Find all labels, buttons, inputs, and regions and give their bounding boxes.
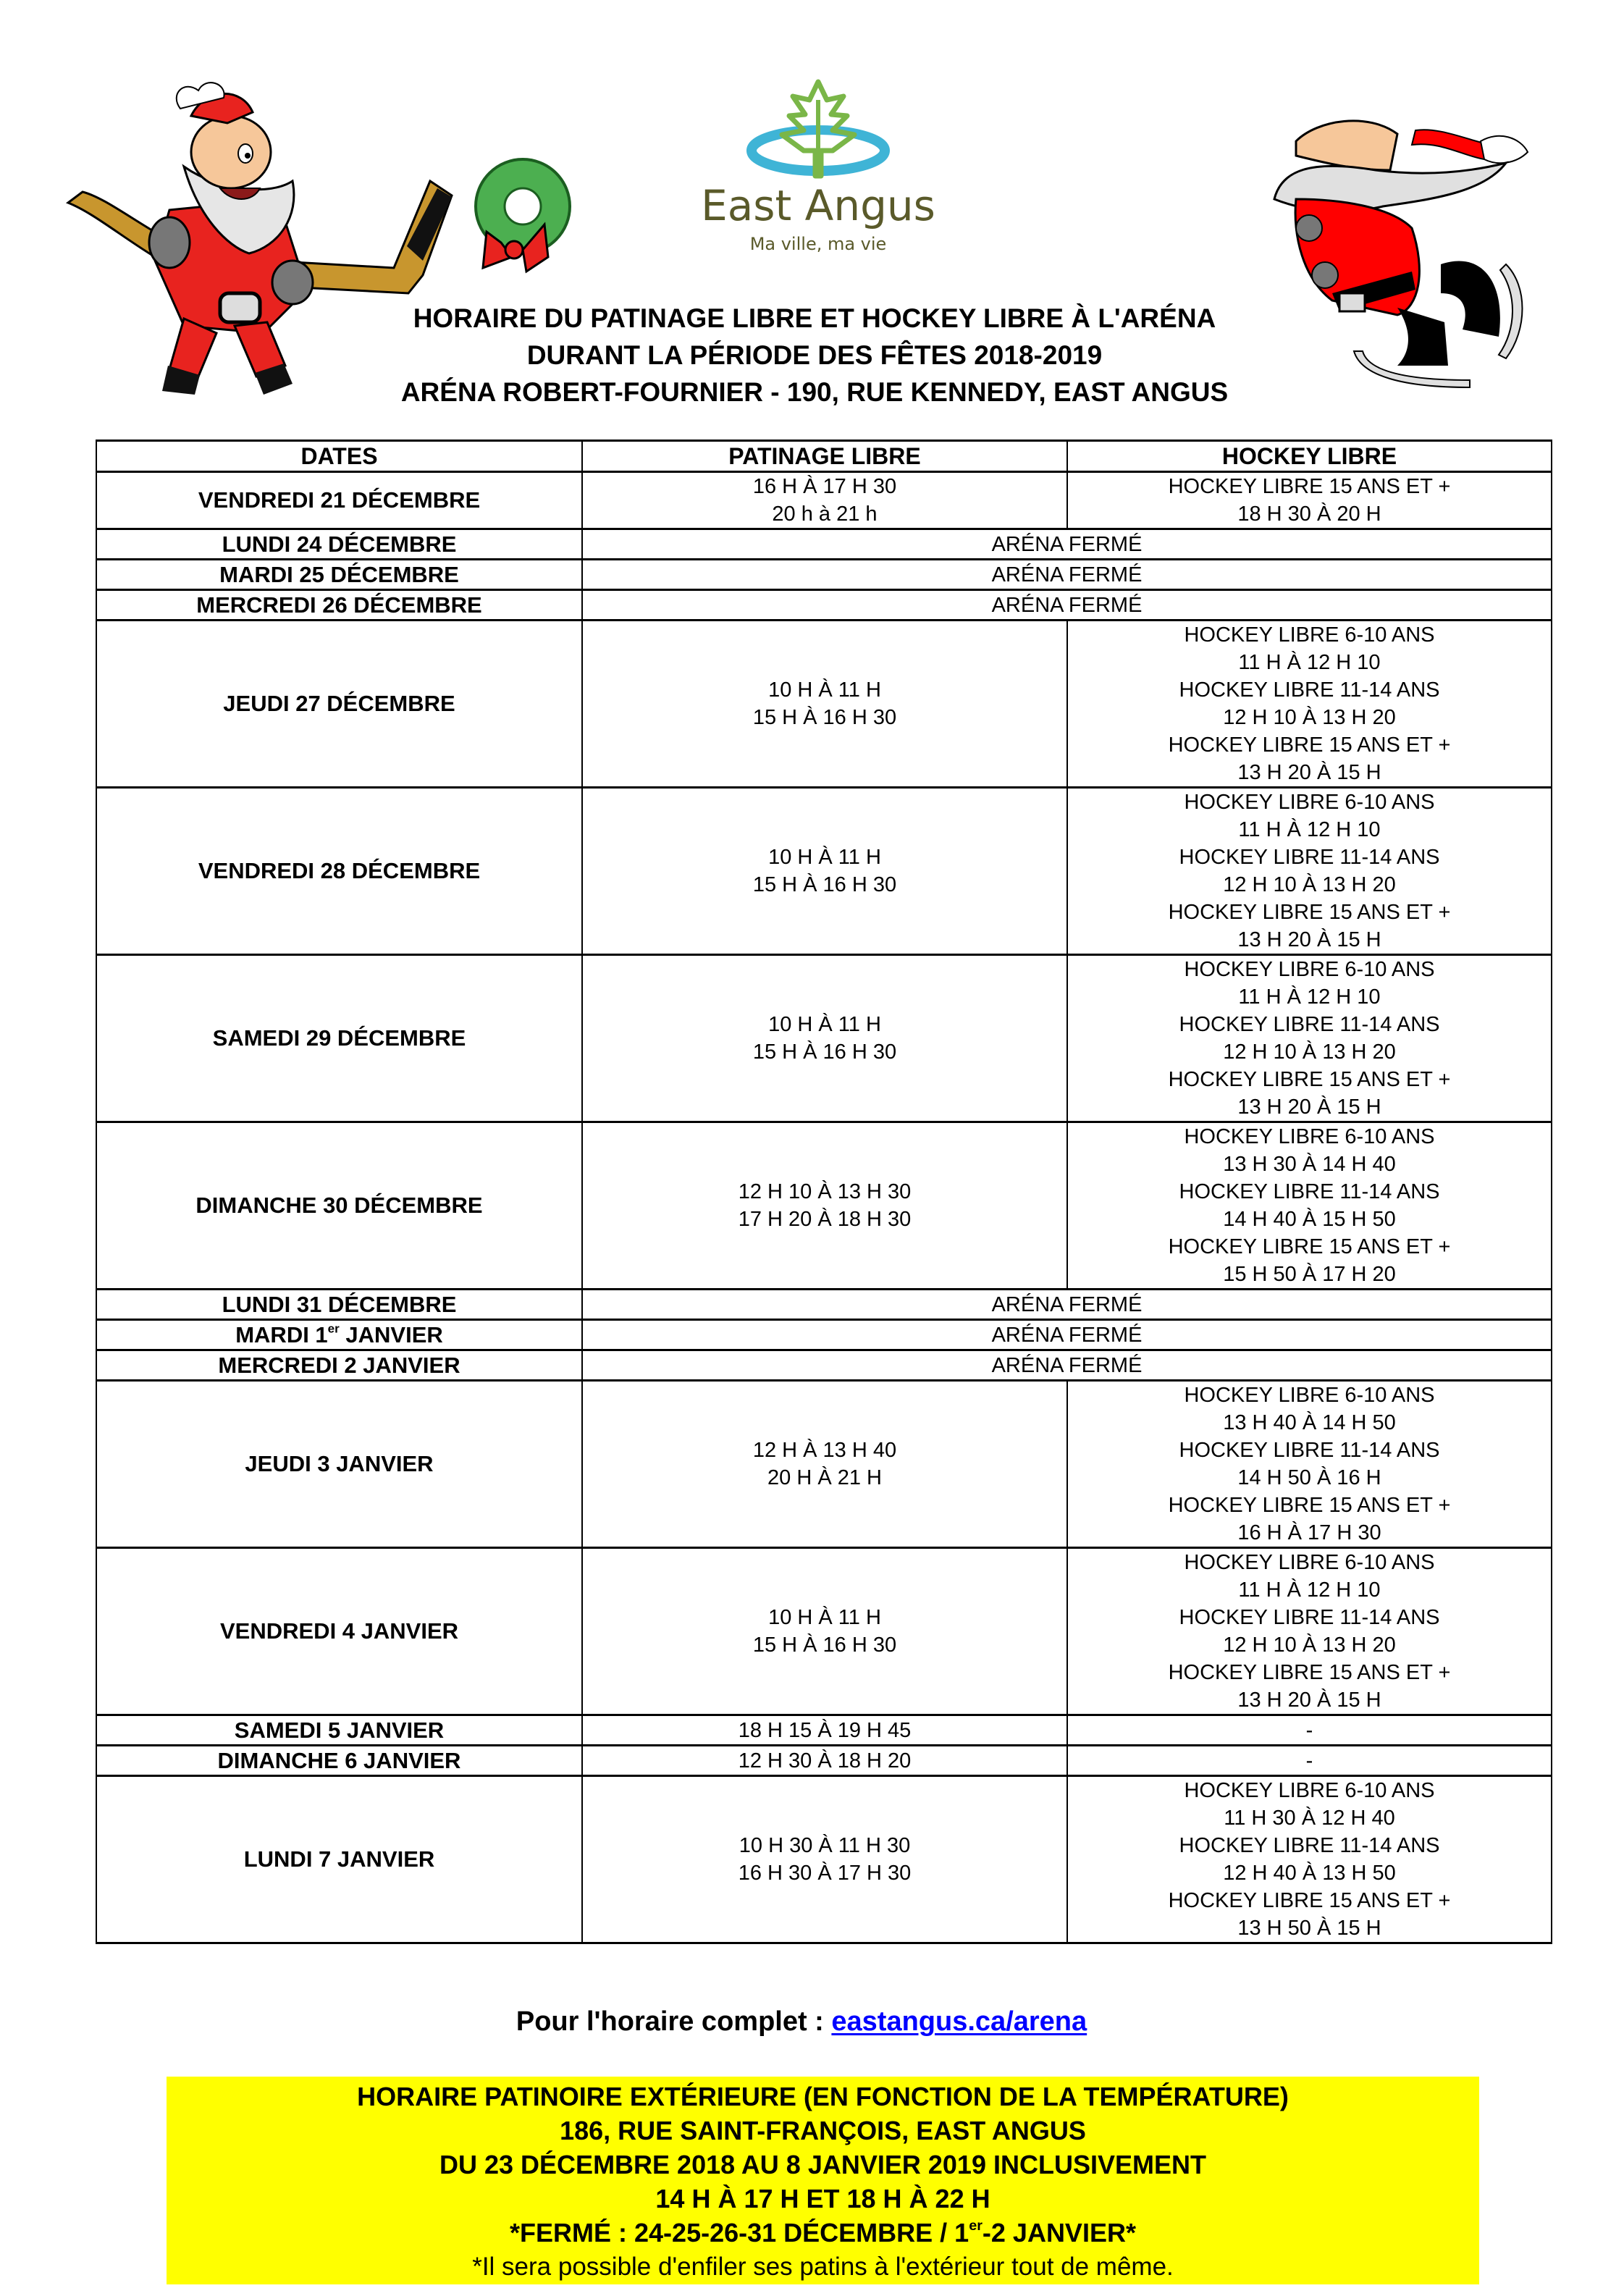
time-line: 12 H 30 À 18 H 20 [738, 1749, 912, 1773]
patinage-libre-cell [582, 472, 1067, 529]
page-title [217, 300, 1412, 411]
date-cell: JEUDI 27 DÉCEMBRE [96, 621, 582, 788]
patinage-libre-cell [582, 788, 1067, 955]
table-row [96, 1290, 1552, 1320]
date-cell: SAMEDI 29 DÉCEMBRE [96, 955, 582, 1122]
date-cell: MERCREDI 26 DÉCEMBRE [96, 590, 582, 621]
hockey-libre-cell [1067, 1715, 1552, 1746]
date-cell: MERCREDI 2 JANVIER [96, 1350, 582, 1381]
time-line: 18 H 15 À 19 H 45 [738, 1718, 912, 1742]
time-line: 16 H À 17 H 30 [752, 475, 897, 498]
arena-closed-cell: ARÉNA FERMÉ [582, 560, 1552, 590]
time-line: 10 H 30 À 11 H 30 [739, 1834, 911, 1857]
date-cell: MARDI 25 DÉCEMBRE [96, 560, 582, 590]
hockey-libre-cell [1067, 1776, 1552, 1943]
header-hockey-libre: HOCKEY LIBRE [1067, 441, 1552, 472]
time-line: 13 H 20 À 15 H [1237, 928, 1381, 951]
table-row [96, 1548, 1552, 1715]
patinage-libre-cell [582, 955, 1067, 1122]
time-line: 10 H À 11 H [768, 1606, 881, 1629]
time-line: HOCKEY LIBRE 15 ANS ET + [1168, 733, 1451, 757]
hockey-libre-cell [1067, 472, 1552, 529]
arena-closed-cell: ARÉNA FERMÉ [582, 1290, 1552, 1320]
date-cell: LUNDI 31 DÉCEMBRE [96, 1290, 582, 1320]
patinage-libre-cell [582, 1746, 1067, 1776]
time-line: 15 H À 16 H 30 [752, 873, 897, 896]
time-line: HOCKEY LIBRE 6-10 ANS [1184, 791, 1435, 814]
full-schedule-label: Pour l'horaire complet : [516, 2006, 832, 2037]
time-line: 15 H À 16 H 30 [752, 1633, 897, 1657]
time-line: 12 H 10 À 13 H 20 [1223, 873, 1396, 896]
time-line: 12 H 10 À 13 H 30 [738, 1180, 912, 1203]
patinage-libre-cell [582, 1776, 1067, 1943]
time-line: 13 H 30 À 14 H 40 [1223, 1153, 1396, 1176]
outdoor-hours: 14 H À 17 H ET 18 H À 22 H [655, 2184, 990, 2213]
date-cell: DIMANCHE 30 DÉCEMBRE [96, 1122, 582, 1290]
date-cell: VENDREDI 21 DÉCEMBRE [96, 472, 582, 529]
time-line: 13 H 50 À 15 H [1237, 1917, 1381, 1940]
time-line: 12 H 10 À 13 H 20 [1223, 706, 1396, 729]
title-line-1: HORAIRE DU PATINAGE LIBRE ET HOCKEY LIBRE À L'ARÉNA [413, 303, 1216, 333]
time-line: 15 H À 16 H 30 [752, 706, 897, 729]
time-line: 12 H 10 À 13 H 20 [1223, 1633, 1396, 1657]
patinage-libre-cell [582, 1381, 1067, 1548]
arena-closed-cell: ARÉNA FERMÉ [582, 1350, 1552, 1381]
title-line-3: ARÉNA ROBERT-FOURNIER - 190, RUE KENNEDY, EAST ANGUS [400, 377, 1229, 407]
time-line: HOCKEY LIBRE 6-10 ANS [1184, 1125, 1435, 1148]
outdoor-title: HORAIRE PATINOIRE EXTÉRIEURE (EN FONCTION DE LA TEMPÉRATURE) [357, 2082, 1289, 2111]
hockey-libre-cell [1067, 955, 1552, 1122]
patinage-libre-cell [582, 1548, 1067, 1715]
table-header-row [96, 441, 1552, 472]
time-line: HOCKEY LIBRE 11-14 ANS [1179, 846, 1440, 869]
time-line: HOCKEY LIBRE 11-14 ANS [1179, 1439, 1440, 1462]
time-line: HOCKEY LIBRE 15 ANS ET + [1168, 901, 1451, 924]
arena-closed-cell: ARÉNA FERMÉ [582, 1320, 1552, 1350]
hockey-libre-cell [1067, 1548, 1552, 1715]
schedule-body [96, 472, 1552, 1943]
time-line: HOCKEY LIBRE 6-10 ANS [1184, 958, 1435, 981]
time-line: 17 H 20 À 18 H 30 [738, 1208, 912, 1231]
date-prefix: MARDI 1 [235, 1321, 328, 1347]
time-line: 12 H 40 À 13 H 50 [1223, 1862, 1396, 1885]
table-row [96, 1715, 1552, 1746]
table-row [96, 472, 1552, 529]
table-row [96, 788, 1552, 955]
table-row [96, 1381, 1552, 1548]
closed-days-sup: er [969, 2218, 983, 2234]
date-cell: SAMEDI 5 JANVIER [96, 1715, 582, 1746]
table-row [96, 1122, 1552, 1290]
hockey-libre-cell [1067, 1746, 1552, 1776]
time-line: 11 H À 12 H 10 [1238, 985, 1381, 1009]
time-line: HOCKEY LIBRE 15 ANS ET + [1168, 475, 1451, 498]
time-line: HOCKEY LIBRE 11-14 ANS [1179, 678, 1440, 702]
date-cell: JEUDI 3 JANVIER [96, 1381, 582, 1548]
time-line: 11 H À 12 H 10 [1238, 651, 1381, 674]
closed-days-suffix: -2 JANVIER* [982, 2218, 1136, 2247]
time-line: 11 H À 12 H 10 [1238, 1578, 1381, 1602]
time-line: HOCKEY LIBRE 15 ANS ET + [1168, 1494, 1451, 1517]
time-line: 10 H À 11 H [768, 678, 881, 702]
time-line: 12 H À 13 H 40 [752, 1439, 897, 1462]
time-line: 14 H 40 À 15 H 50 [1223, 1208, 1396, 1231]
time-line: 12 H 10 À 13 H 20 [1223, 1040, 1396, 1064]
time-line: 18 H 30 À 20 H [1237, 502, 1381, 526]
header-dates: DATES [96, 441, 582, 472]
time-line: 10 H À 11 H [768, 1013, 881, 1036]
date-sup: er [327, 1321, 340, 1335]
outdoor-note: *Il sera possible d'enfiler ses patins à l'extérieur tout de même. [472, 2253, 1174, 2281]
hockey-libre-cell [1067, 788, 1552, 955]
time-line: 13 H 40 À 14 H 50 [1223, 1411, 1396, 1434]
time-line: HOCKEY LIBRE 6-10 ANS [1184, 623, 1435, 647]
patinage-libre-cell [582, 1122, 1067, 1290]
logo-name: East Angus [701, 181, 935, 230]
date-cell: DIMANCHE 6 JANVIER [96, 1746, 582, 1776]
time-line: HOCKEY LIBRE 6-10 ANS [1184, 1779, 1435, 1802]
time-line: HOCKEY LIBRE 11-14 ANS [1179, 1606, 1440, 1629]
time-line: 13 H 20 À 15 H [1237, 761, 1381, 784]
closed-days-prefix: *FERMÉ : 24-25-26-31 DÉCEMBRE / 1 [510, 2218, 969, 2247]
time-line: HOCKEY LIBRE 6-10 ANS [1184, 1384, 1435, 1407]
table-row [96, 955, 1552, 1122]
table-row [96, 621, 1552, 788]
time-line: HOCKEY LIBRE 6-10 ANS [1184, 1551, 1435, 1574]
time-line: HOCKEY LIBRE 11-14 ANS [1179, 1013, 1440, 1036]
time-line: HOCKEY LIBRE 15 ANS ET + [1168, 1661, 1451, 1684]
time-line: HOCKEY LIBRE 15 ANS ET + [1168, 1068, 1451, 1091]
hockey-libre-cell [1067, 1122, 1552, 1290]
time-line: 11 H À 12 H 10 [1238, 818, 1381, 841]
table-row [96, 1350, 1552, 1381]
time-line: 20 H À 21 H [767, 1466, 882, 1489]
time-line: HOCKEY LIBRE 15 ANS ET + [1168, 1235, 1451, 1258]
outdoor-rink-box [167, 2077, 1479, 2284]
time-line: 16 H 30 À 17 H 30 [738, 1862, 912, 1885]
date-cell: VENDREDI 4 JANVIER [96, 1548, 582, 1715]
time-line: HOCKEY LIBRE 11-14 ANS [1179, 1180, 1440, 1203]
full-schedule-link[interactable]: eastangus.ca/arena [831, 2006, 1087, 2037]
outdoor-address: 186, RUE SAINT-FRANÇOIS, EAST ANGUS [560, 2116, 1086, 2145]
arena-closed-cell: ARÉNA FERMÉ [582, 590, 1552, 621]
hockey-libre-cell [1067, 1381, 1552, 1548]
table-row [96, 1320, 1552, 1350]
time-line: 15 H À 16 H 30 [752, 1040, 897, 1064]
header-patinage-libre: PATINAGE LIBRE [582, 441, 1067, 472]
date-cell: LUNDI 24 DÉCEMBRE [96, 529, 582, 560]
full-schedule-line [0, 2004, 1603, 2039]
outdoor-dates: DU 23 DÉCEMBRE 2018 AU 8 JANVIER 2019 INCLUSIVEMENT [439, 2150, 1206, 2179]
time-line: 13 H 20 À 15 H [1237, 1096, 1381, 1119]
table-row [96, 560, 1552, 590]
table-row [96, 1746, 1552, 1776]
time-line: 15 H 50 À 17 H 20 [1223, 1263, 1396, 1286]
title-line-2: DURANT LA PÉRIODE DES FÊTES 2018-2019 [526, 340, 1103, 370]
wreath-illustration [458, 148, 581, 282]
east-angus-logo [695, 78, 941, 274]
patinage-libre-cell [582, 621, 1067, 788]
arena-closed-cell: ARÉNA FERMÉ [582, 529, 1552, 560]
hockey-libre-cell [1067, 621, 1552, 788]
date-cell: LUNDI 7 JANVIER [96, 1776, 582, 1943]
time-line: 14 H 50 À 16 H [1237, 1466, 1381, 1489]
patinage-libre-cell [582, 1715, 1067, 1746]
time-line: - [1305, 1718, 1313, 1742]
time-line: - [1305, 1749, 1313, 1773]
schedule-table [96, 440, 1552, 1944]
date-cell [96, 1320, 582, 1350]
time-line: 10 H À 11 H [768, 846, 881, 869]
table-row [96, 590, 1552, 621]
time-line: 16 H À 17 H 30 [1237, 1521, 1381, 1544]
time-line: 13 H 20 À 15 H [1237, 1689, 1381, 1712]
time-line: HOCKEY LIBRE 11-14 ANS [1179, 1834, 1440, 1857]
time-line: 20 h à 21 h [772, 502, 878, 526]
outdoor-closed-days [167, 2216, 1479, 2250]
logo-tagline: Ma ville, ma vie [749, 234, 887, 254]
tree-logo-icon [746, 78, 891, 180]
date-cell: VENDREDI 28 DÉCEMBRE [96, 788, 582, 955]
table-row [96, 529, 1552, 560]
date-suffix: JANVIER [339, 1321, 443, 1347]
time-line: 11 H 30 À 12 H 40 [1224, 1807, 1395, 1830]
time-line: HOCKEY LIBRE 15 ANS ET + [1168, 1889, 1451, 1912]
table-row [96, 1776, 1552, 1943]
